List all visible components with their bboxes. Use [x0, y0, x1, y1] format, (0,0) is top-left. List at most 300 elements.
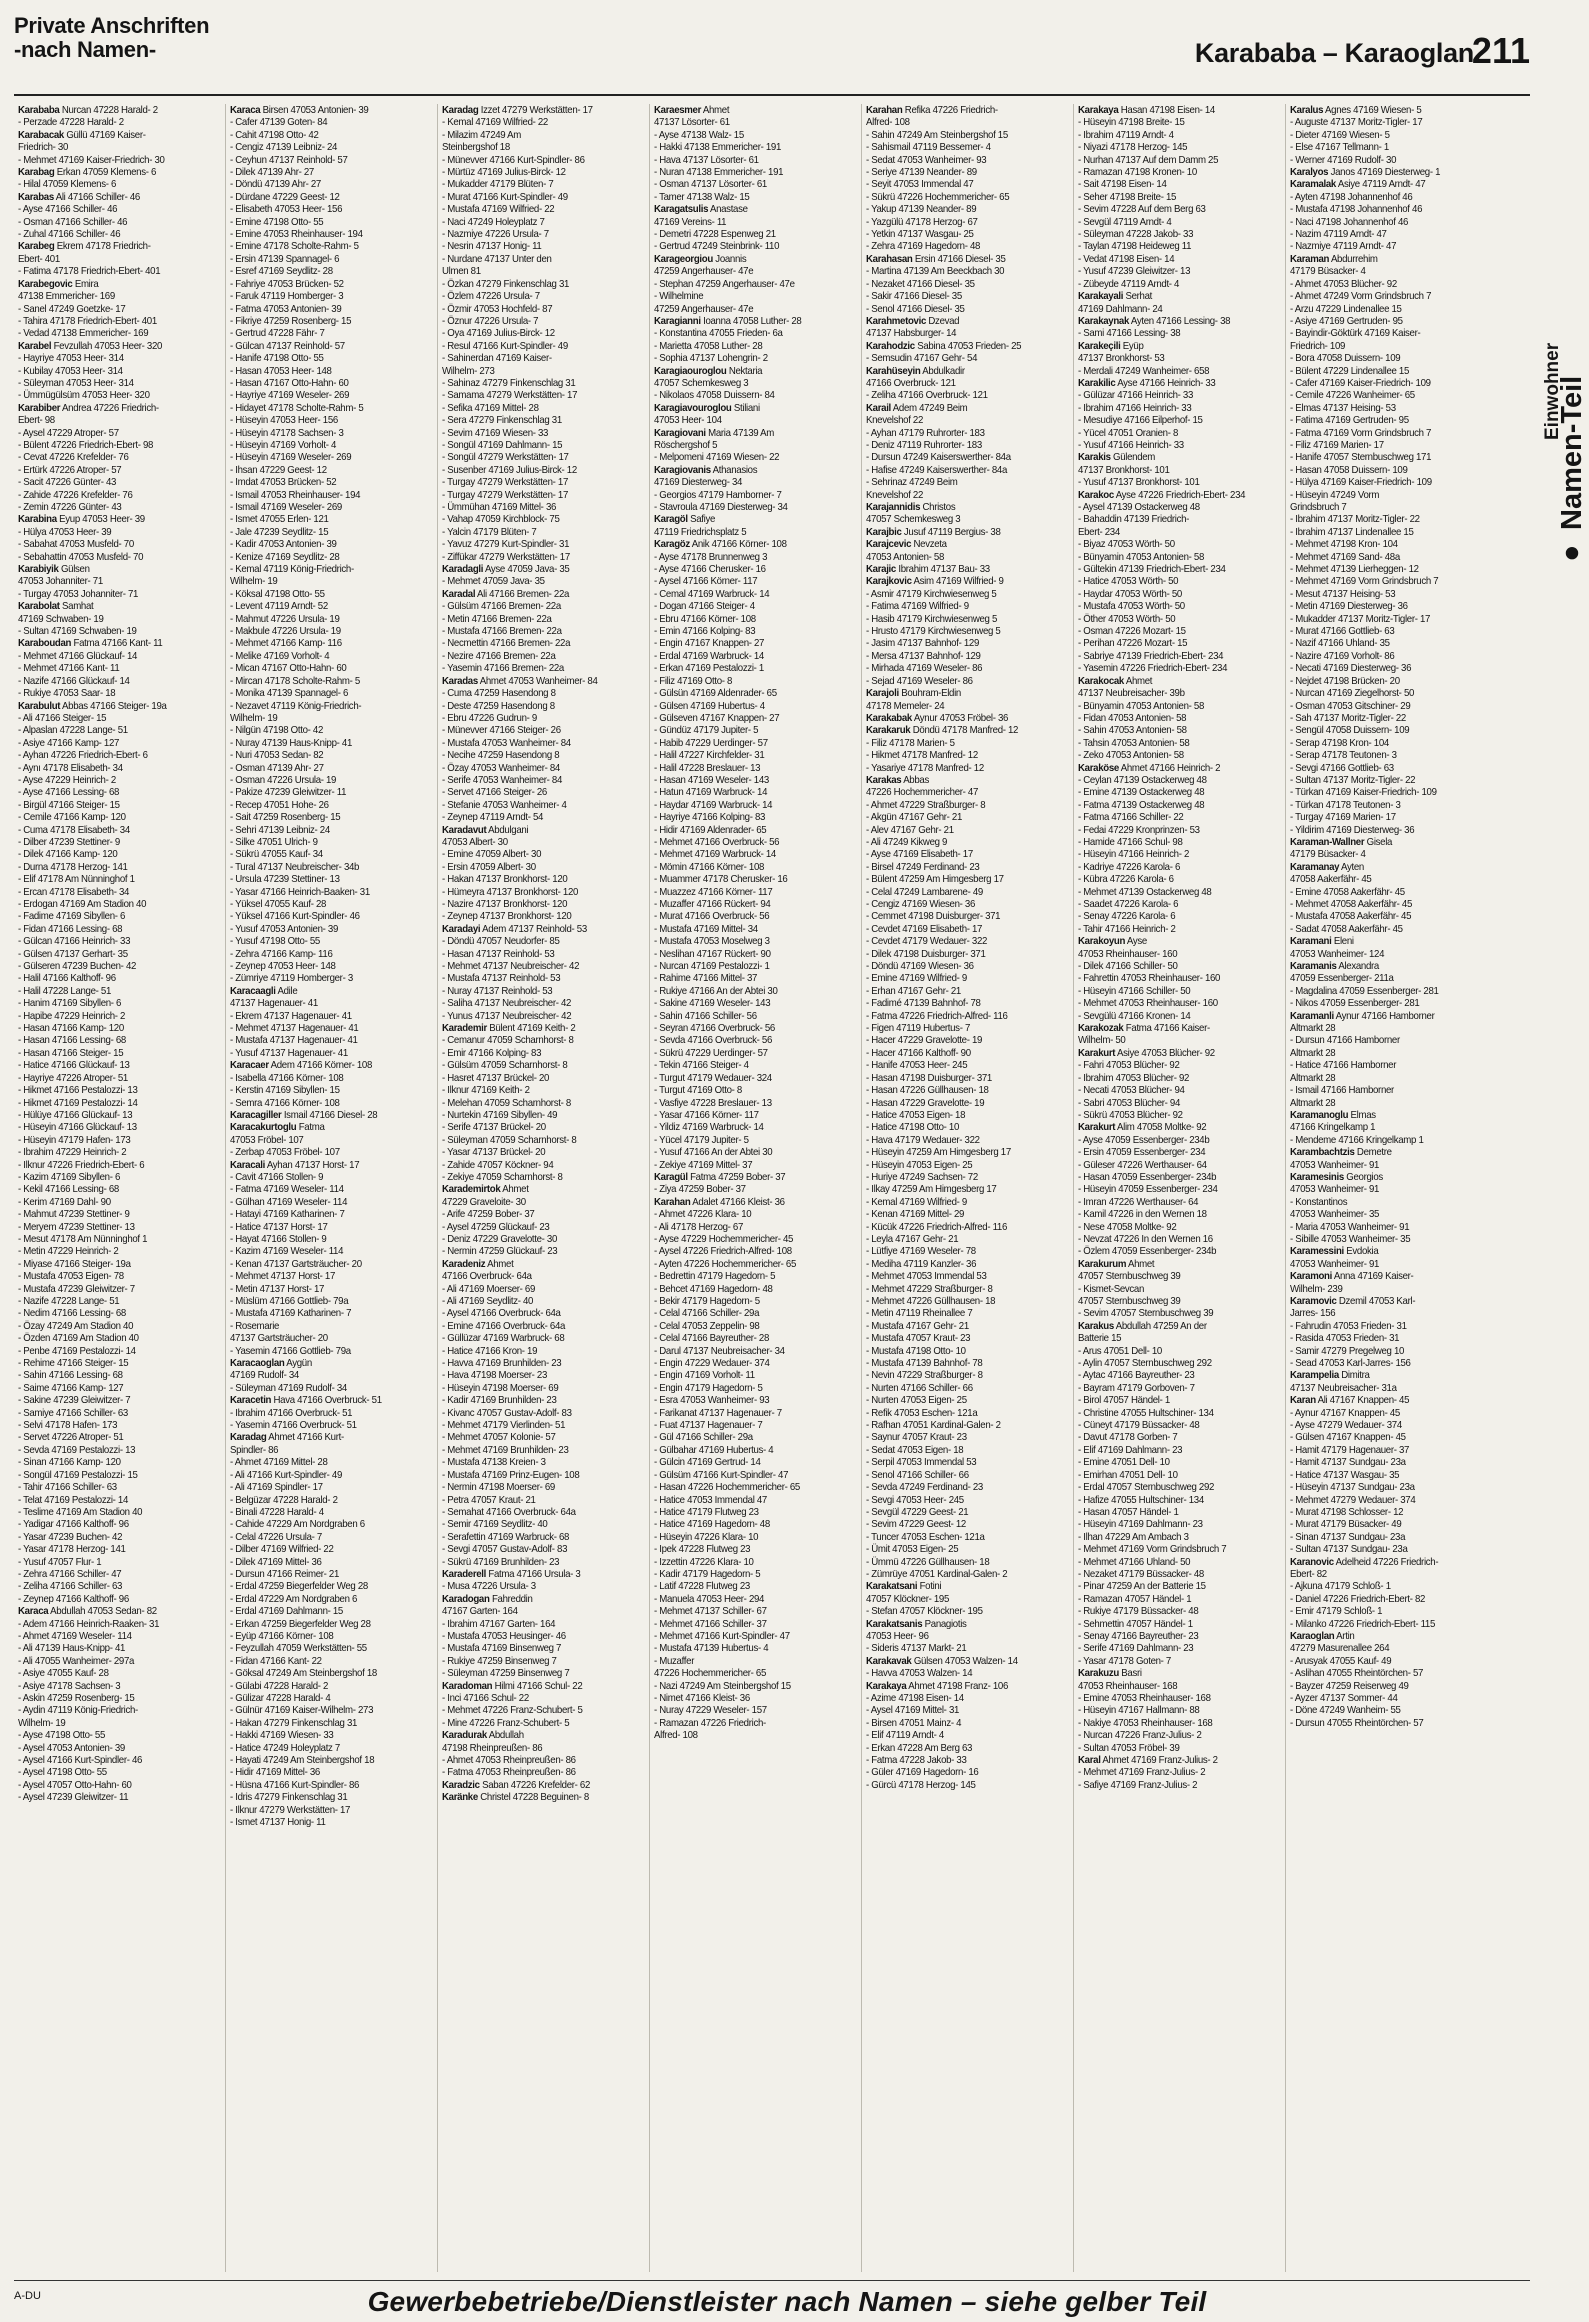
listing-entry	[866, 290, 1068, 302]
listing-entry	[1078, 1159, 1280, 1171]
listing-entry	[1290, 1022, 1492, 1034]
entry-details: - Mustafa 47169 Prinz-Eugen- 108	[442, 1468, 580, 1481]
entry-surname: Karamovic	[1290, 1295, 1337, 1307]
entry-details: - Zehra 47169 Hagedorn- 48	[866, 240, 981, 253]
listing-entry	[654, 377, 856, 389]
listing-entry	[866, 1742, 1068, 1754]
entry-details: - Stephan 47259 Angerhauser- 47e	[654, 277, 795, 290]
entry-details: Ahmet 47198 Franz- 106	[908, 1679, 1009, 1692]
listing-entry	[1078, 278, 1280, 290]
listing-entry	[1078, 104, 1280, 116]
listing-entry	[654, 637, 856, 649]
listing-entry	[1290, 1233, 1492, 1245]
entry-details: - Mehmet 47198 Kron- 104	[1290, 538, 1398, 551]
entry-details: - Hamide 47166 Schul- 98	[1078, 835, 1183, 848]
listing-entry	[1290, 1655, 1492, 1667]
entry-details: - Rasida 47053 Frieden- 31	[1290, 1332, 1400, 1345]
entry-details: - Mehmet 47139 Ostackerweg 48	[1078, 885, 1212, 898]
listing-entry	[230, 129, 432, 141]
entry-details: - Yasar 47137 Brückel- 20	[442, 1146, 546, 1159]
entry-details: - Hüseyin 47259 Am Himgesberg 17	[866, 1146, 1011, 1159]
listing-entry	[1078, 1345, 1280, 1357]
entry-details: - Fahrettin 47053 Rheinhauser- 160	[1078, 972, 1221, 985]
listing-entry	[1290, 216, 1492, 228]
listing-entry	[866, 1655, 1068, 1667]
entry-details: - Hayriye 47169 Weseler- 269	[230, 389, 350, 402]
listing-entry	[866, 439, 1068, 451]
entry-details: - Ahmet 47249 Vorm Grindsbruch 7	[1290, 290, 1432, 303]
entry-details: - Ayse 47178 Brunnenweg 3	[654, 550, 768, 563]
listing-entry	[442, 1568, 644, 1580]
listing-entry	[442, 551, 644, 563]
listing-entry	[18, 1431, 220, 1443]
listing-entry	[18, 1134, 220, 1146]
listing-columns	[14, 104, 1504, 2272]
listing-entry	[654, 824, 856, 836]
listing-entry	[1078, 327, 1280, 339]
entry-details: - Dilek 47169 Mittel- 36	[230, 1555, 322, 1568]
entry-details: - Hüsna 47166 Kurt-Spindler- 86	[230, 1778, 360, 1791]
listing-entry	[1290, 700, 1492, 712]
entry-details: - Gülcin 47169 Gertrud- 14	[654, 1456, 761, 1469]
listing-entry	[866, 240, 1068, 252]
entry-details: - Sevgi 47166 Gottlieb- 63	[1290, 761, 1394, 774]
listing-entry	[442, 389, 644, 401]
entry-details: - Servet 47166 Steiger- 26	[442, 786, 547, 799]
entry-details: - Christine 47055 Hultschiner- 134	[1078, 1406, 1214, 1419]
entry-details: - Süleyman 47053 Heer- 314	[18, 376, 134, 389]
footer-note: Gewerbebetriebe/Dienstleister nach Namen – siehe gelber Teil	[367, 2286, 1207, 2317]
listing-entry	[654, 1109, 856, 1121]
entry-details: 47166 Overbruck- 64a	[442, 1270, 532, 1283]
listing-entry	[1078, 1394, 1280, 1406]
listing-entry	[442, 575, 644, 587]
listing-entry	[18, 191, 220, 203]
entry-details: - Dieter 47169 Wiesen- 5	[1290, 128, 1390, 141]
entry-details: - Hatun 47169 Warbruck- 14	[654, 786, 768, 799]
listing-entry	[1290, 476, 1492, 488]
listing-entry	[654, 1580, 856, 1592]
listing-entry	[230, 501, 432, 513]
entry-details: 47137 Neubreisacher- 39b	[1078, 687, 1185, 700]
listing-entry	[654, 1704, 856, 1716]
entry-details: - Birsel 47249 Ferdinand- 23	[866, 860, 980, 873]
entry-details: - Yücel 47051 Oranien- 8	[1078, 426, 1179, 439]
listing-entry	[18, 1369, 220, 1381]
listing-entry	[654, 1456, 856, 1468]
listing-entry	[1078, 526, 1280, 538]
entry-details: - Yüksel 47055 Kauf- 28	[230, 898, 327, 910]
listing-entry	[18, 1345, 220, 1357]
entry-details: - Rukiye 47259 Binsenweg 7	[442, 1654, 557, 1667]
entry-details: Georgios	[1346, 1170, 1383, 1183]
entry-details: - Aslihan 47055 Rheintörchen- 57	[1290, 1667, 1424, 1680]
entry-details: - Gülcan 47166 Heinrich- 33	[18, 935, 131, 948]
listing-entry	[18, 240, 220, 252]
entry-details: Maria 47139 Am	[708, 426, 774, 439]
entry-details: - Öznur 47226 Ursula- 7	[442, 314, 539, 327]
entry-details: - Yusuf 47137 Bronkhorst- 101	[1078, 476, 1200, 489]
listing-entry	[230, 340, 432, 352]
entry-details: - Gül 47166 Schiller- 29a	[654, 1431, 753, 1444]
entry-details: - Halil 47228 Lange- 51	[18, 984, 112, 997]
listing-entry	[230, 1456, 432, 1468]
listing-entry	[866, 340, 1068, 352]
listing-entry	[230, 1766, 432, 1778]
listing-entry	[230, 1506, 432, 1518]
entry-details: - Nazmiye 47226 Ursula- 7	[442, 228, 549, 241]
entry-details: - Dilek 47139 Ahr- 27	[230, 166, 314, 179]
entry-surname: Karademir	[442, 1022, 487, 1035]
entry-details: - Ismail 47169 Weseler- 269	[230, 501, 342, 513]
entry-surname: Karahan	[654, 1195, 691, 1208]
entry-details: - Mehmet 47279 Wedauer- 374	[1290, 1493, 1416, 1506]
entry-details: - Yildiz 47169 Warbruck- 14	[654, 1121, 764, 1134]
entry-details: - Hakan 47279 Finkenschlag 31	[230, 1716, 358, 1729]
entry-surname: Karamanis	[1290, 960, 1337, 973]
listing-entry	[1290, 489, 1492, 501]
listing-entry	[1078, 985, 1280, 997]
entry-details: - Yasemin 47166 Gottlieb- 79a	[230, 1344, 351, 1357]
entry-details: - Erdal 47169 Dahlmann- 15	[230, 1605, 343, 1618]
entry-details: - Sanel 47249 Goetzke- 17	[18, 302, 126, 315]
entry-details: - Turgay 47279 Werkstätten- 17	[442, 476, 569, 489]
listing-entry	[654, 1382, 856, 1394]
listing-entry	[1078, 377, 1280, 389]
entry-details: - Ayhan 47226 Friedrich-Ebert- 6	[18, 749, 148, 762]
listing-entry	[230, 551, 432, 563]
entry-details: - Sead 47053 Karl-Jarres- 156	[1290, 1357, 1411, 1370]
entry-details: - Sultan 47053 Fröbel- 39	[1078, 1741, 1180, 1754]
entry-details: - Biyaz 47053 Wörth- 50	[1078, 538, 1175, 551]
listing-entry	[18, 389, 220, 401]
listing-entry	[1078, 650, 1280, 662]
entry-details: - Fuat 47137 Hagenauer- 7	[654, 1419, 763, 1432]
entry-surname: Karan	[1290, 1394, 1316, 1407]
entry-details: - Seyran 47166 Overbruck- 56	[654, 1022, 775, 1035]
entry-details: - Musa 47226 Ursula- 3	[442, 1580, 536, 1593]
listing-entry	[1290, 1034, 1492, 1046]
listing-entry	[230, 1208, 432, 1220]
entry-details: - Osman 47226 Ursula- 19	[230, 773, 337, 786]
entry-details: - Mican 47167 Otto-Hahn- 60	[230, 662, 347, 675]
listing-entry	[866, 1531, 1068, 1543]
listing-entry	[18, 551, 220, 563]
side-tab-line2: ● Namen-Teil	[1556, 375, 1588, 570]
entry-details: Aynur 47166 Hamborner	[1335, 1009, 1435, 1022]
listing-entry	[866, 774, 1068, 786]
entry-details: - Fahri 47053 Blücher- 92	[1078, 1059, 1180, 1072]
listing-entry	[1078, 1047, 1280, 1059]
entry-details: - Feyzullah 47059 Werkstätten- 55	[230, 1642, 367, 1655]
entry-details: Elmas	[1350, 1108, 1376, 1121]
listing-entry	[1078, 1618, 1280, 1630]
entry-details: - Gülseren 47239 Buchen- 42	[18, 960, 137, 973]
listing-entry	[442, 637, 644, 649]
entry-details: - Sibille 47053 Wanheimer- 35	[1290, 1232, 1411, 1245]
listing-entry	[1290, 265, 1492, 277]
entry-details: - Emine 47053 Rheinhauser- 168	[1078, 1692, 1211, 1704]
entry-details: - Sultan 47137 Sundgau- 23a	[1290, 1543, 1408, 1556]
listing-entry	[230, 1183, 432, 1195]
entry-details: - Serpil 47053 Immendal 53	[866, 1456, 977, 1469]
entry-details: - Sevda 47166 Overbruck- 56	[654, 1034, 773, 1047]
listing-entry	[442, 1382, 644, 1394]
entry-details: - Kemal 47119 König-Friedrich-	[230, 563, 354, 576]
entry-details: - Yasariye 47178 Manfred- 12	[866, 761, 984, 774]
entry-details: - Milanko 47226 Friedrich-Ebert- 115	[1290, 1617, 1436, 1630]
listing-entry	[1290, 1518, 1492, 1530]
listing-entry	[230, 1568, 432, 1580]
listing-entry	[18, 712, 220, 724]
entry-details: - Ibrahim 47137 Lindenallee 15	[1290, 525, 1414, 538]
listing-entry	[18, 1655, 220, 1667]
listing-entry	[442, 1630, 644, 1642]
entry-details: Fatma 47259 Bober- 37	[690, 1170, 786, 1183]
entry-details: - Halil 47227 Kirchfelder- 31	[654, 749, 765, 762]
entry-details: - Sevda 47249 Ferdinand- 23	[866, 1481, 983, 1494]
listing-entry	[1078, 1568, 1280, 1580]
listing-entry	[1290, 836, 1492, 848]
entry-details: - Fatima 47169 Gertruden- 95	[1290, 414, 1409, 427]
entry-details: - Ceylan 47139 Ostackerweg 48	[1078, 773, 1207, 786]
entry-details: - Sükrü 47226 Hochemmericher- 65	[866, 190, 1010, 203]
entry-details: - Mehmet 47169 Warbruck- 14	[654, 848, 776, 861]
entry-details: - Ayhan 47179 Ruhrorter- 183	[866, 426, 985, 439]
entry-details: Ahmet 47166 Heinrich- 2	[1120, 761, 1221, 774]
entry-details: - Mircan 47178 Scholte-Rahm- 5	[230, 674, 360, 687]
listing-entry	[18, 997, 220, 1009]
listing-entry	[18, 1779, 220, 1791]
entry-details: - Ahmet 47229 Straßburger- 8	[866, 798, 986, 811]
entry-details: - Güleser 47226 Werthauser- 64	[1078, 1158, 1207, 1171]
entry-details: - Samir 47279 Pregelweg 10	[1290, 1344, 1405, 1357]
entry-details: - Pakize 47239 Gleiwitzer- 11	[230, 786, 347, 799]
listing-entry	[1078, 1556, 1280, 1568]
entry-details: - Lütfiye 47169 Weseler- 78	[866, 1245, 976, 1258]
listing-entry	[230, 1047, 432, 1059]
entry-details: - Mustafa 47169 Katharinen- 7	[230, 1307, 352, 1320]
listing-entry	[866, 402, 1068, 414]
entry-details: - Yücel 47179 Jupiter- 5	[654, 1133, 749, 1146]
entry-details: Ayhan 47137 Horst- 17	[266, 1158, 360, 1171]
entry-surname: Karacagiller	[230, 1108, 282, 1121]
listing-entry	[1290, 1097, 1492, 1109]
entry-details: - Zahide 47226 Krefelder- 76	[18, 488, 133, 501]
entry-details: - Gülsün 47169 Aldenrader- 65	[654, 687, 777, 700]
entry-details: - Mesut 47137 Heising- 53	[1290, 587, 1396, 600]
entry-details: - Cevdet 47179 Wedauer- 322	[866, 935, 988, 948]
listing-entry	[18, 1171, 220, 1183]
listing-entry	[866, 886, 1068, 898]
listing-entry	[442, 1121, 644, 1133]
listing-entry	[1290, 737, 1492, 749]
listing-entry	[18, 352, 220, 364]
entry-surname: Karaca	[18, 1605, 49, 1618]
listing-entry	[442, 1779, 644, 1791]
entry-details: Fahreddin	[491, 1592, 533, 1605]
listing-entry	[1290, 1568, 1492, 1580]
entry-details: - Zeynep 47166 Kalthoff- 96	[18, 1592, 129, 1605]
entry-details: - Ebru 47226 Gudrun- 9	[442, 711, 537, 724]
entry-details: - Mustafa 47053 Moselweg 3	[654, 935, 770, 948]
entry-details: - Halil 47228 Breslauer- 13	[654, 761, 761, 774]
listing-entry	[18, 700, 220, 712]
listing-entry	[1290, 1580, 1492, 1592]
entry-details: - Aysel 47139 Ostackerweg 48	[1078, 501, 1200, 513]
entry-surname: Karaca	[230, 104, 261, 116]
listing-entry	[18, 836, 220, 848]
entry-surname: Karaderell	[442, 1567, 487, 1580]
entry-details: - Seyit 47053 Immendal 47	[866, 178, 974, 191]
entry-details: - Aysel 47259 Glückauf- 23	[442, 1220, 550, 1233]
listing-entry	[1290, 1270, 1492, 1282]
listing-entry	[1078, 848, 1280, 860]
entry-details: - Sevim 47169 Wiesen- 33	[442, 426, 549, 439]
entry-details: Wilhelm- 19	[230, 711, 278, 724]
entry-details: - Ali 47169 Spindler- 17	[230, 1481, 323, 1494]
listing-entry	[442, 1431, 644, 1443]
listing-entry	[654, 1481, 856, 1493]
listing-entry	[1078, 191, 1280, 203]
listing-entry	[1078, 1034, 1280, 1046]
listing-entry	[442, 1394, 644, 1406]
listing-entry	[442, 1221, 644, 1233]
listing-entry	[654, 848, 856, 860]
entry-details: - Hrusto 47179 Kirchwiesenweg 5	[866, 625, 1001, 638]
entry-details: - Ayten 47226 Hochemmericher- 65	[654, 1257, 797, 1270]
entry-surname: Karabegovic	[18, 277, 73, 290]
entry-details: - Dilek 47198 Duisburger- 371	[866, 947, 986, 960]
entry-details: 47179 Büsacker- 4	[1290, 848, 1366, 861]
listing-entry	[1078, 1655, 1280, 1667]
listing-entry	[442, 923, 644, 935]
listing-entry	[442, 1456, 644, 1468]
entry-details: - Mustafa 47053 Wörth- 50	[1078, 600, 1185, 613]
listing-entry	[1290, 1543, 1492, 1555]
entry-details: Batterie 15	[1078, 1332, 1122, 1345]
listing-entry	[230, 1494, 432, 1506]
listing-entry	[1290, 1394, 1492, 1406]
entry-details: Adem 47166 Körner- 108	[270, 1059, 373, 1072]
entry-surname: Karamanli	[1290, 1009, 1334, 1022]
entry-details: - Metin 47229 Heinrich- 2	[18, 1245, 119, 1258]
listing-entry	[442, 1171, 644, 1183]
entry-details: - Hatice 47137 Horst- 17	[230, 1220, 328, 1233]
listing-entry	[1290, 923, 1492, 935]
listing-entry	[866, 178, 1068, 190]
entry-details: - Yasar 47166 Heinrich-Baaken- 31	[230, 885, 370, 898]
listing-entry	[230, 637, 432, 649]
entry-surname: Karakaya	[866, 1679, 907, 1692]
entry-details: - Mehmet 47137 Schiller- 67	[654, 1605, 767, 1618]
listing-entry	[230, 948, 432, 960]
listing-entry	[654, 228, 856, 240]
listing-entry	[1290, 178, 1492, 190]
listing-entry	[230, 427, 432, 439]
entry-details: - Hatice 47166 Kron- 19	[442, 1344, 538, 1357]
listing-entry	[1078, 1233, 1280, 1245]
entry-details: - Alpaslan 47228 Lange- 51	[18, 724, 128, 737]
listing-entry	[866, 1692, 1068, 1704]
entry-details: - Hatice 47166 Glückauf- 13	[18, 1059, 130, 1072]
entry-details: - Fatma 47226 Friedrich-Alfred- 116	[866, 1009, 1008, 1022]
entry-details: - Zekiye 47169 Mittel- 37	[654, 1158, 753, 1171]
entry-details: - Sabahat 47053 Musfeld- 70	[18, 538, 134, 551]
listing-entry	[866, 166, 1068, 178]
entry-details: 47226 Hochemmericher- 47	[866, 786, 979, 799]
entry-details: - Cemal 47169 Warbruck- 14	[654, 587, 770, 600]
entry-details: Ioanna 47058 Luther- 28	[703, 314, 802, 327]
entry-details: - Hüseyin 47178 Sachsen- 3	[230, 426, 344, 439]
listing-entry	[1290, 327, 1492, 339]
listing-entry	[1290, 1642, 1492, 1654]
entry-details: - Murat 47166 Overbruck- 56	[654, 910, 770, 923]
listing-entry	[866, 935, 1068, 947]
listing-entry	[866, 1580, 1068, 1592]
listing-entry	[1290, 997, 1492, 1009]
listing-entry	[18, 1221, 220, 1233]
listing-entry	[866, 1667, 1068, 1679]
listing-entry	[442, 1283, 644, 1295]
entry-details: - Ramazan 47226 Friedrich-	[654, 1716, 766, 1729]
listing-entry	[18, 1332, 220, 1344]
listing-entry	[230, 377, 432, 389]
entry-details: - Hapibe 47229 Heinrich- 2	[18, 1009, 126, 1022]
entry-details: - Ilknur 47279 Werkstätten- 17	[230, 1803, 351, 1816]
listing-entry	[1078, 997, 1280, 1009]
listing-entry	[230, 1159, 432, 1171]
entry-details: - Mustafa 47166 Bremen- 22a	[442, 625, 562, 638]
listing-entry	[442, 724, 644, 736]
listing-entry	[18, 1307, 220, 1319]
entry-details: - Yalcin 47179 Blüten- 7	[442, 525, 537, 538]
entry-details: - Hüseyin 47059 Essenberger- 234	[1078, 1183, 1218, 1196]
listing-entry	[230, 253, 432, 265]
entry-details: - Mehmet 47166 Uhland- 50	[1078, 1555, 1191, 1568]
entry-details: 47137 Lösorter- 61	[654, 116, 730, 129]
entry-details: Asiye 47119 Arndt- 47	[1337, 178, 1426, 191]
entry-details: - Sedat 47053 Eigen- 18	[866, 1443, 964, 1456]
entry-details: - Hasan 47226 Güllhausen- 18	[866, 1084, 989, 1097]
listing-entry	[442, 116, 644, 128]
entry-details: - Mirhada 47169 Weseler- 86	[866, 662, 983, 675]
entry-details: - Deniz 47119 Ruhrorter- 183	[866, 438, 982, 451]
entry-details: 47259 Angerhauser- 47e	[654, 265, 754, 278]
entry-details: - Sedat 47053 Wanheimer- 93	[866, 153, 987, 166]
entry-details: - Mehmet 47137 Hagenauer- 41	[230, 1022, 359, 1035]
listing-entry	[866, 1494, 1068, 1506]
entry-details: - Hasan 47057 Händel- 1	[1078, 1505, 1179, 1518]
entry-details: - Hüseyin 47137 Sundgau- 23a	[1290, 1481, 1415, 1494]
entry-details: - Mehmet 47226 Güllhausen- 18	[866, 1295, 996, 1307]
listing-entry	[18, 1729, 220, 1741]
entry-details: - Nurdane 47137 Unter den	[442, 252, 552, 265]
entry-details: Fatma 47166 Kaiser-	[1125, 1022, 1210, 1035]
listing-column	[14, 104, 226, 2272]
listing-entry	[654, 1208, 856, 1220]
entry-surname: Karaesmer	[654, 104, 702, 116]
listing-entry	[1290, 774, 1492, 786]
entry-details: - Kadir 47179 Hagedorn- 5	[654, 1567, 761, 1580]
entry-details: - Cevdet 47169 Elisabeth- 17	[866, 922, 983, 935]
listing-entry	[654, 700, 856, 712]
entry-surname: Karakaynak	[1078, 314, 1130, 327]
listing-entry	[866, 203, 1068, 215]
listing-entry	[230, 898, 432, 910]
listing-entry	[230, 700, 432, 712]
entry-details: - Ibrahim 47053 Blücher- 92	[1078, 1071, 1190, 1084]
